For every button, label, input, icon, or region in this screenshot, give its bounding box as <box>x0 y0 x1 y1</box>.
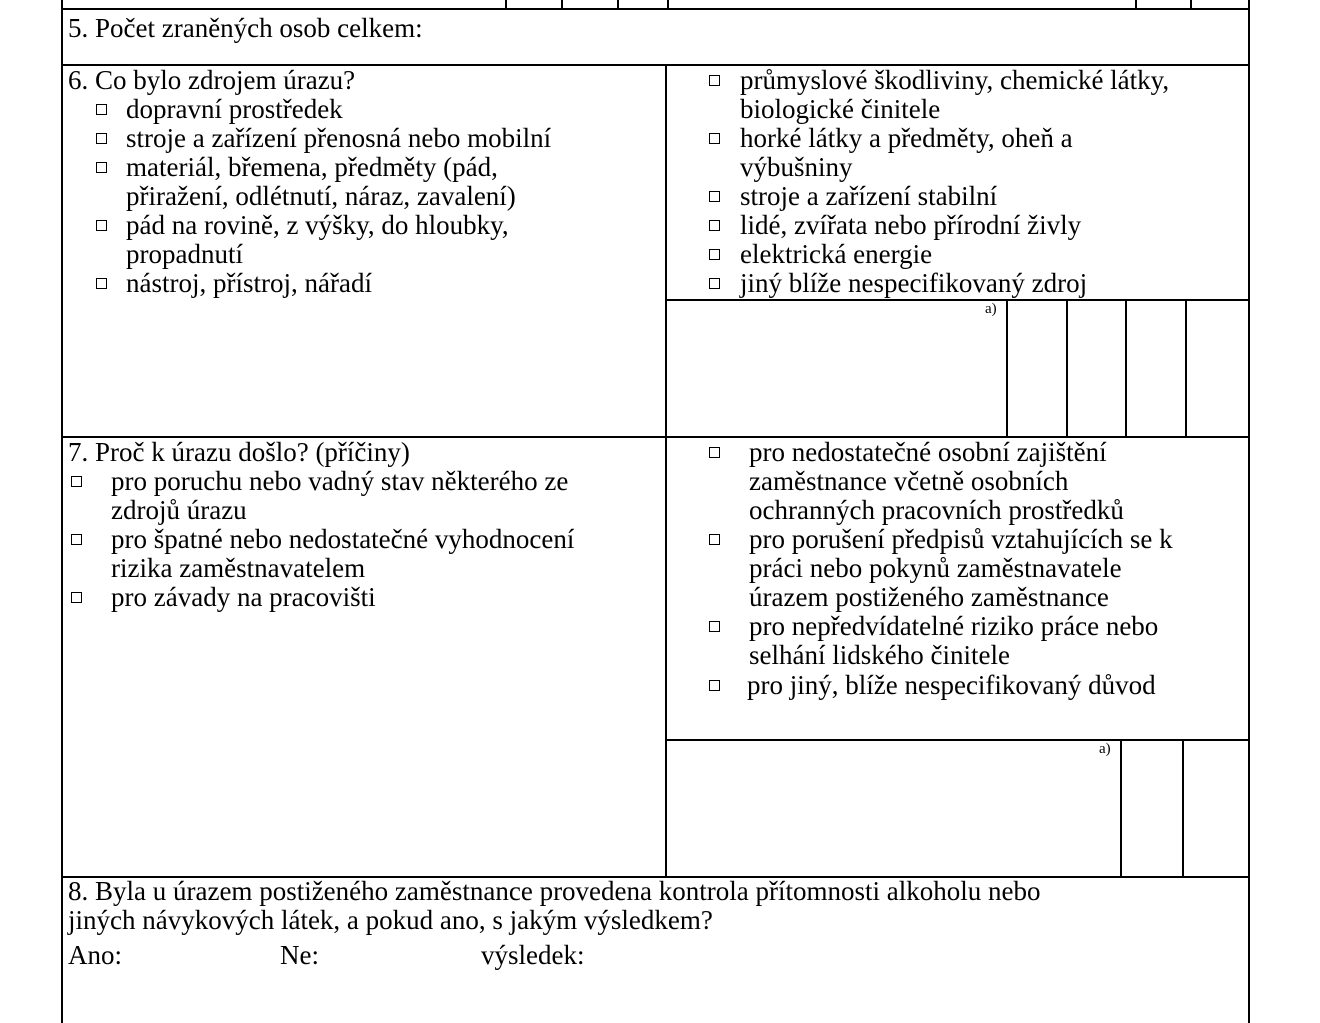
checkbox[interactable] <box>96 104 107 115</box>
option-label: jiný blíže nespecifikovaný zdroj <box>740 268 1088 298</box>
checkbox[interactable] <box>71 476 82 487</box>
form-border-left <box>61 0 63 1023</box>
option-label: pád na rovině, z výšky, do hloubky, <box>126 210 509 240</box>
option-label: stroje a zařízení stabilní <box>740 181 998 211</box>
option-label: materiál, břemena, předměty (pád, <box>126 152 498 182</box>
option-label: elektrická energie <box>740 239 933 269</box>
section6-code-cell <box>1066 299 1068 438</box>
section7-divider <box>665 436 667 878</box>
ano-label: Ano: <box>68 940 122 970</box>
section6-divider <box>665 64 667 438</box>
option-label: průmyslové škodliviny, chemické látky, <box>740 65 1170 95</box>
option-label: rizika zaměstnavatelem <box>111 553 366 583</box>
option-label: pro závady na pracovišti <box>111 582 376 612</box>
form-border-right <box>1248 0 1250 1023</box>
result-label: výsledek: <box>481 940 585 970</box>
option-label: pro poruchu nebo vadný stav některého ze <box>111 466 569 496</box>
top-cell-divider <box>1190 0 1192 9</box>
section6-code-cell <box>1006 299 1008 438</box>
option-label: pro jiný, blíže nespecifikovaný důvod <box>747 670 1156 700</box>
option-label: výbušniny <box>740 152 853 182</box>
section8-title-line: jiných návykových látek, a pokud ano, s jakým výsledkem? <box>68 905 713 935</box>
option-label: propadnutí <box>126 239 243 269</box>
section6-title: 6. Co bylo zdrojem úrazu? <box>68 65 356 95</box>
checkbox[interactable] <box>709 278 720 289</box>
option-label: nástroj, přístroj, nářadí <box>126 268 372 298</box>
ne-label: Ne: <box>280 940 319 970</box>
option-label: selhání lidského činitele <box>749 640 1010 670</box>
section6-code-cell <box>1125 299 1127 438</box>
checkbox[interactable] <box>96 278 107 289</box>
option-label: pro špatné nebo nedostatečné vyhodnocení <box>111 524 575 554</box>
checkbox[interactable] <box>96 220 107 231</box>
option-label: úrazem postiženého zaměstnance <box>749 582 1109 612</box>
option-label: přiražení, odlétnutí, náraz, zavalení) <box>126 181 516 211</box>
checkbox[interactable] <box>71 534 82 545</box>
option-label: pro porušení předpisů vztahujících se k <box>749 524 1173 554</box>
option-label: dopravní prostředek <box>126 94 343 124</box>
top-cell-divider <box>1135 0 1137 9</box>
section5-title: 5. Počet zraněných osob celkem: <box>68 13 423 43</box>
section7-code-note: a) <box>1099 741 1111 757</box>
option-label: biologické činitele <box>740 94 941 124</box>
checkbox[interactable] <box>709 621 720 632</box>
option-label: stroje a zařízení přenosná nebo mobilní <box>126 123 552 153</box>
checkbox[interactable] <box>709 534 720 545</box>
section6-code-note: a) <box>985 301 997 317</box>
checkbox[interactable] <box>709 249 720 260</box>
section7-code-cell <box>1120 739 1122 878</box>
option-label: lidé, zvířata nebo přírodní živly <box>740 210 1082 240</box>
top-row-line <box>61 8 1250 10</box>
option-label: pro nedostatečné osobní zajištění <box>749 437 1107 467</box>
checkbox[interactable] <box>709 447 720 458</box>
checkbox[interactable] <box>709 191 720 202</box>
section7-code-line <box>665 739 1250 741</box>
checkbox[interactable] <box>709 680 720 691</box>
checkbox[interactable] <box>71 592 82 603</box>
option-label: zdrojů úrazu <box>111 495 247 525</box>
top-cell-divider <box>667 0 669 9</box>
section7-code-cell <box>1182 739 1184 878</box>
section6-code-cell <box>1185 299 1187 438</box>
option-label: pro nepředvídatelné riziko práce nebo <box>749 611 1159 641</box>
section7-title: 7. Proč k úrazu došlo? (příčiny) <box>68 437 410 467</box>
top-cell-divider <box>561 0 563 9</box>
checkbox[interactable] <box>709 220 720 231</box>
top-cell-divider <box>617 0 619 9</box>
option-label: práci nebo pokynů zaměstnavatele <box>749 553 1122 583</box>
section6-code-line <box>665 299 1250 301</box>
section8-title-line: 8. Byla u úrazem postiženého zaměstnance provedena kontrola přítomnosti alkoholu nebo <box>68 876 1041 906</box>
option-label: ochranných pracovních prostředků <box>749 495 1124 525</box>
option-label: zaměstnance včetně osobních <box>749 466 1069 496</box>
checkbox[interactable] <box>709 133 720 144</box>
top-cell-divider <box>505 0 507 9</box>
checkbox[interactable] <box>96 162 107 173</box>
checkbox[interactable] <box>96 133 107 144</box>
option-label: horké látky a předměty, oheň a <box>740 123 1073 153</box>
checkbox[interactable] <box>709 75 720 86</box>
